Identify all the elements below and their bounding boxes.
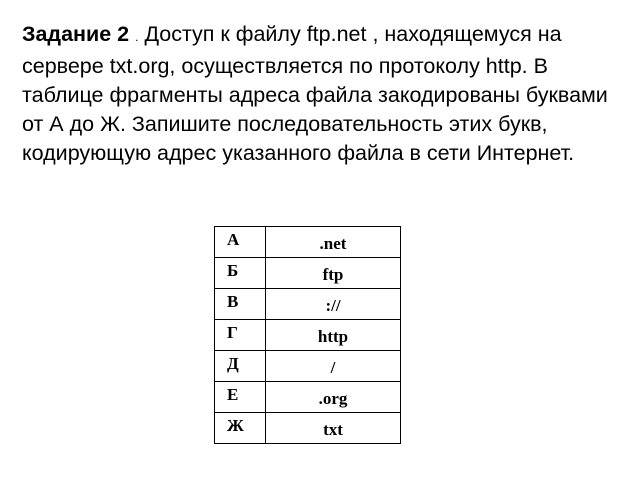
table-row bbox=[215, 413, 401, 444]
fragment-cell bbox=[266, 258, 401, 289]
table-row bbox=[215, 289, 401, 320]
letter-label: А bbox=[227, 230, 240, 249]
letter-cell bbox=[215, 320, 266, 351]
fragment-label: ftp bbox=[322, 265, 344, 284]
fragment-cell bbox=[266, 413, 401, 444]
letter-cell bbox=[215, 227, 266, 258]
fragment-cell bbox=[266, 320, 401, 351]
letter-cell bbox=[215, 258, 266, 289]
fragment-label: http bbox=[317, 327, 349, 346]
fragment-cell bbox=[266, 382, 401, 413]
letter-label: Г bbox=[227, 323, 238, 342]
table-row bbox=[215, 382, 401, 413]
table-row bbox=[215, 258, 401, 289]
fragment-cell bbox=[266, 351, 401, 382]
letter-cell bbox=[215, 382, 266, 413]
fragment-label: txt bbox=[323, 420, 343, 439]
task-statement bbox=[22, 20, 628, 168]
table-row bbox=[215, 227, 401, 258]
task-title: Задание 2 bbox=[22, 22, 130, 46]
table-row bbox=[215, 320, 401, 351]
letter-cell bbox=[215, 413, 266, 444]
letter-label: Ж bbox=[227, 416, 244, 435]
fragment-label: / bbox=[330, 358, 336, 377]
letter-label: Д bbox=[227, 354, 239, 373]
fragment-cell bbox=[266, 289, 401, 320]
letter-label: Б bbox=[227, 261, 239, 280]
task-title-dot: . bbox=[135, 30, 139, 44]
fragment-label: .net bbox=[319, 234, 347, 253]
task-text: Доступ к файлу ftp.net , находящемуся на сервере txt.org, осуществляется по протоколу http. В таблице фрагменты адреса файла закодированы буквами от А до Ж. Запишите последовательность этих букв, кодирующую адрес указанного файла в сети Интернет. bbox=[22, 22, 608, 165]
letter-cell bbox=[215, 289, 266, 320]
letter-label: Е bbox=[227, 385, 239, 404]
fragment-label: :// bbox=[325, 296, 341, 315]
code-table bbox=[214, 226, 401, 444]
fragment-label: .org bbox=[318, 389, 348, 408]
letter-cell bbox=[215, 351, 266, 382]
table-row bbox=[215, 351, 401, 382]
letter-label: В bbox=[227, 292, 239, 311]
fragment-cell bbox=[266, 227, 401, 258]
